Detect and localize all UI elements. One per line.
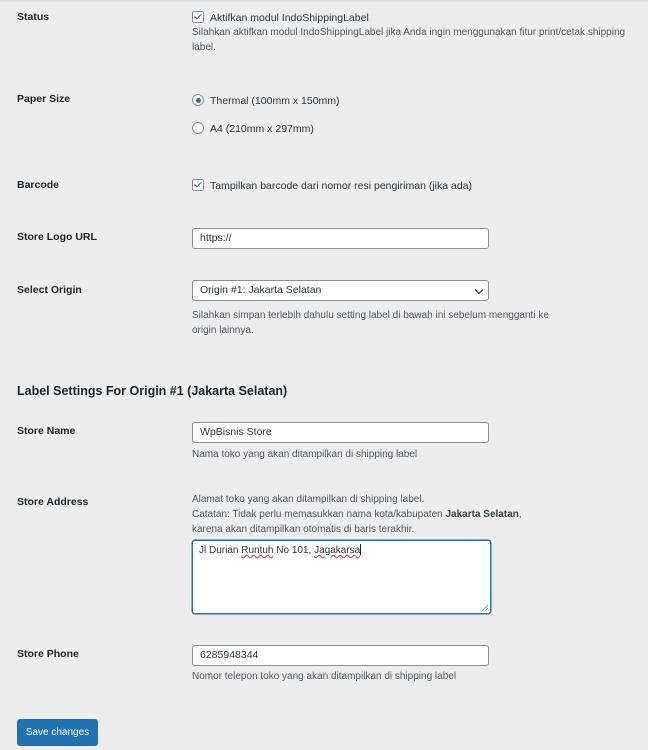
select-origin-description-line2: origin lainnya. bbox=[192, 325, 254, 336]
store-name-input[interactable]: WpBisnis Store bbox=[192, 422, 489, 443]
barcode-checkbox-label: Tampilkan barcode dari nomor resi pengiriman (jika ada) bbox=[210, 180, 473, 192]
store-phone-label: Store Phone bbox=[17, 648, 79, 660]
status-description-line2: label. bbox=[192, 42, 216, 53]
status-checkbox[interactable] bbox=[192, 11, 204, 23]
chevron-down-icon bbox=[475, 286, 483, 294]
store-address-note-prefix: Catatan: Tidak perlu memasukkan nama kota/kabupaten bbox=[192, 509, 446, 520]
radio-thermal-label: Thermal (100mm x 150mm) bbox=[210, 95, 340, 107]
status-description bbox=[192, 25, 625, 55]
store-logo-label: Store Logo URL bbox=[17, 231, 97, 243]
save-changes-button[interactable]: Save changes bbox=[17, 719, 98, 746]
origin-select-value: Origin #1: Jakarta Selatan bbox=[200, 284, 322, 296]
address-text-part3: No 101, bbox=[273, 545, 315, 556]
radio-a4-label: A4 (210mm x 297mm) bbox=[210, 123, 314, 135]
status-label: Status bbox=[17, 11, 50, 23]
store-address-description bbox=[192, 492, 522, 537]
select-origin-label: Select Origin bbox=[17, 284, 82, 296]
store-address-textarea[interactable] bbox=[192, 540, 491, 614]
address-text-part1: Jl Durian bbox=[199, 545, 242, 556]
store-address-note-suffix: , bbox=[518, 509, 522, 520]
paper-size-option-a4[interactable] bbox=[192, 122, 314, 135]
radio-a4[interactable] bbox=[192, 122, 204, 134]
store-address-label: Store Address bbox=[17, 496, 89, 508]
select-origin-description bbox=[192, 308, 549, 338]
store-address-note-city: Jakarta Selatan bbox=[445, 509, 519, 520]
store-logo-url-input[interactable]: https:// bbox=[192, 228, 489, 249]
section-title: Label Settings For Origin #1 (Jakarta Selatan) bbox=[17, 384, 288, 398]
barcode-label: Barcode bbox=[17, 179, 60, 191]
top-shadow bbox=[0, 0, 648, 4]
text-caret bbox=[360, 544, 361, 555]
address-text-part4: Jagakarsa bbox=[314, 545, 361, 556]
barcode-checkbox-row[interactable] bbox=[192, 179, 472, 192]
store-address-description-line1: Alamat toko yang akan ditampilkan di shipping label. bbox=[192, 494, 425, 505]
status-checkbox-row[interactable] bbox=[192, 12, 369, 24]
store-address-description-line3: karena akan ditampilkan otomatis di baris terakhir. bbox=[192, 524, 415, 535]
origin-select[interactable] bbox=[192, 280, 489, 301]
address-text-part2: Runtuh bbox=[241, 545, 274, 556]
barcode-checkbox[interactable] bbox=[192, 179, 204, 191]
status-checkbox-label: Aktifkan modul IndoShippingLabel bbox=[210, 12, 369, 24]
radio-thermal[interactable] bbox=[192, 94, 204, 106]
paper-size-option-thermal[interactable] bbox=[192, 94, 340, 107]
status-field bbox=[192, 11, 625, 55]
status-description-line1: Silahkan aktifkan modul IndoShippingLabel jika Anda ingin menggunakan fitur print/cetak shipping bbox=[192, 27, 626, 38]
paper-size-label: Paper Size bbox=[17, 93, 71, 105]
store-name-label: Store Name bbox=[17, 425, 76, 437]
store-name-description: Nama toko yang akan ditampilkan di shipping label bbox=[192, 449, 418, 460]
store-phone-input[interactable]: 6285948344 bbox=[192, 645, 489, 666]
select-origin-description-line1: Silahkan simpan terlebih dahulu setting label di bawah ini sebelum mengganti ke bbox=[192, 310, 549, 321]
store-phone-description: Nomor telepon toko yang akan ditampilkan di shipping label bbox=[192, 671, 457, 682]
store-address-note bbox=[192, 507, 522, 522]
resize-handle-icon[interactable] bbox=[482, 605, 488, 611]
